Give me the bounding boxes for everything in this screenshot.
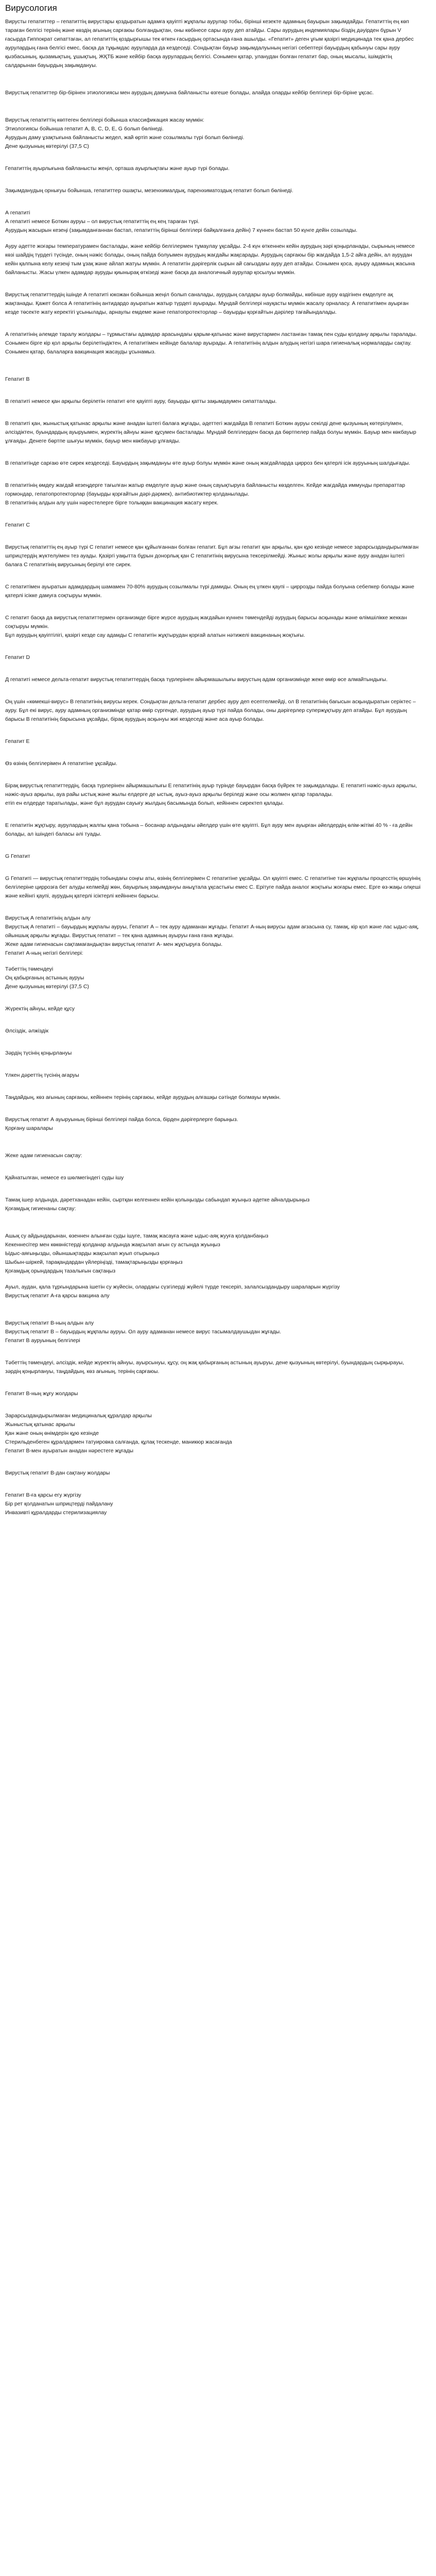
text-section-s35 <box>5 1151 421 1160</box>
paragraph: Гепатит Е <box>5 738 30 744</box>
paragraph: Оң үшін «көмекші-вирус» В гепатитінің вирусы керек. Сондықтан дельта-гепатит дербес ауру деп есептелмейді, ол В гепатитінің бағысын асқындыратын серіктес – ауру. Бұл екі вирус, ауру адамның организмінде қатар өмір сүргенде, аурудың ауыр түрі пайда болады, оны дәрігерлер супержұқтыру деп атайды. Бұл аурудың барысы В гепатитінің барысына ұқсайды, бірақ аурудың асқынуы жиі кездеседі және аса ауыр болады. <box>5 699 416 722</box>
section-spacer <box>5 1182 421 1196</box>
text-section-s40 <box>5 1319 421 1345</box>
paragraph: Жыныстық қатынас арқылы <box>5 1421 75 1428</box>
section-spacer <box>5 839 421 852</box>
text-section-s41 <box>5 1359 421 1376</box>
text-section-s4 <box>5 187 421 195</box>
section-spacer <box>5 1160 421 1174</box>
section-spacer <box>5 1058 421 1071</box>
paragraph: Д гепатиті немесе дельта-гепатит вирустық гепатиттердің басқа түрлерінен айырмашылығы вирустың адам организмінде жеке өмір өсе алмайтындығы. <box>5 676 388 683</box>
paragraph: Өз өзінің белгілерімен А гепатитіне ұқсайды. <box>5 760 117 767</box>
section-spacer <box>5 507 421 521</box>
paragraph: А гепатиті <box>5 210 30 216</box>
paragraph: Вирустық А гепатитінің алдын алу <box>5 915 91 921</box>
paragraph: С гепатит басқа да вирустық гепатиттермен организмде бірге жүрсе аурудың жағдайын күннен төмендейді аурудың барысы асқынады және өлімшілікке жеккан соқтыруы мүмкін. <box>5 615 407 630</box>
paragraph: Инвазивті құралдарды стерилизациялау <box>5 1510 107 1516</box>
section-spacer <box>5 1345 421 1359</box>
paragraph: С гепатитімен ауыратын адамдардың шамамен 70-80% аурудың созылмалы түрі дамиды. Оның ең үлкен қаупі – циррозды пайда болуына себепкер болады және қатерлі ісікке дамуға соқтыруы мүмкін. <box>5 584 414 599</box>
paragraph: Шыбын-шіркей, тарақандардан үйлеріңізді, тамақтарыңызды қорғаңыз <box>5 1259 183 1265</box>
section-spacer <box>5 684 421 698</box>
section-spacer <box>5 468 421 481</box>
paragraph: В гепатитінің өмдеу жағдай кезеңдерге тағылған жатыр емделуге ауыр және оның сауықтыруға байланысты көзделген. Кейде жағдайда иммунды препараттар гормондар, гепатопротекторлар (бауырды қорғайтын дәрі-дәрмек), антибиотиктер қолданылады. <box>5 482 405 497</box>
section-spacer <box>5 808 421 821</box>
text-section-s8 <box>5 330 421 357</box>
paragraph: Ауру әдетте жоғары температурамен басталады, және кейбір белгілермен тұмаулау ұқсайды. 2-4 күн өткеннен кейін аурудың зәрі қоңырланады, сырының немесе көзі шайдің түрдегі түсінде, оның нәжіс болады, оның пайда болуымен аурудың жағдайы жақсарады. Аурудың сарғаюы бір жағдайда 1,5-2 айға дейін, ал аурудан кейін қалпына келу кезеңі тым ұзақ және айлап жатуы мүмкін. А гепатитін дәрігерлік сырын ай сағыздағы ауру деп атайды. Сонымен қоса, ауыру адамның жасына байланысты. Жасы үлкен адамдар ауруды қиынырақ өткізеді және басқа да аналогичный аурулар қосылуы мүмкін. <box>5 243 415 276</box>
paragraph: Зарарсыздандырылмаған медициналық құралдар арқылы <box>5 1413 152 1419</box>
section-spacer <box>5 1300 421 1319</box>
paragraph: G Гепатиті — вирустық гепатиттердің тобындағы соңғы аты, өзінің белгілерімен С гепатитіне ұқсайды. Ол қауіпті емес. С гепатитіне тән жұқпалы процесстің өршуінің белгілеріне циррозға бет алуды келмейді жөн, бауырлың зақымдануы аныұтала ұқсастығы емес С. Ерітуге пайда аналог жоқтығы жоғары емес. Ерге өз-жақы олқеші және кейінгі қаупі, аурудың қатерлі ісіктерлі кейіннен барысы. <box>5 875 421 899</box>
section-spacer <box>5 530 421 543</box>
section-spacer <box>5 195 421 209</box>
paragraph: Жеке адам гигиенасын сақтамағандықтан вирустық гепатит А- мен жұқтыруға болады. <box>5 941 223 947</box>
section-spacer <box>5 1455 421 1469</box>
text-section-s12 <box>5 459 421 468</box>
text-section-s20 <box>5 698 421 724</box>
section-spacer <box>5 1102 421 1115</box>
section-spacer <box>5 317 421 330</box>
text-section-s24 <box>5 821 421 839</box>
section-spacer <box>5 991 421 1005</box>
text-section-s14 <box>5 521 421 530</box>
paragraph: А гепатитінің әлемде таралу жолдары – тұрмыстағы адамдар арасындағы қарым-қатынас және вирустармен ластанған тамақ пен суды қолдану арқылы таралады. Сонымен бірге кір қол арқылы берілетіндіктен, А гепатитімен кейінде балалар ауырады. А гепатитінің алдын алудың негізгі шара гигиеналық нормаларды сақтау. Сонымен қатар, балаларға вакцинация жасауды ұсынамыз. <box>5 331 417 355</box>
text-section-s44 <box>5 1469 421 1478</box>
section-spacer <box>5 97 421 116</box>
text-section-s11 <box>5 419 421 446</box>
text-section-s16 <box>5 583 421 600</box>
paragraph: Кекеннесітер мен көкөністерді қолданар алдында жақсылап ағын су астында жуыңыз <box>5 1242 220 1248</box>
text-section-s37 <box>5 1196 421 1213</box>
paragraph: В гепатитінің алдын алу үшін нәрестелерге бірге толыққан вакцинация жасату керек. <box>5 500 219 506</box>
text-section-s21 <box>5 737 421 746</box>
text-section-s9 <box>5 375 421 384</box>
paragraph: Гепатиттің ауырлығына байланысты жеңіл, орташа ауырлықтағы және ауыр түрі болады. <box>5 165 230 172</box>
paragraph: Вирустық гепатит А-ға қарсы вакцина алу <box>5 1293 110 1299</box>
paragraph: Тәбеттің төмендеуі <box>5 966 54 972</box>
paragraph: Аурудың жасырын кезеңі (зақымданғаннан бастап, гепатиттің бірінші белгілері байқалғанға дейін) 7 күннен бастап 50 күнге дейін созылады. <box>5 227 358 233</box>
section-spacer <box>5 384 421 397</box>
paragraph: Гепатит С <box>5 522 30 528</box>
section-spacer <box>5 1276 421 1283</box>
paragraph: Тәбеттің төмендеуі, әлсіздік, кейде жүректің айнуы, ауырсынуы, құсу, оң жақ қабырғаның астының ауыруы, дене қызуының көтерілуі, буындардың сырқырауы, зәрдің қоңырлануы, таңдайдың, көз ағының, терінің сарғаюы. <box>5 1360 404 1375</box>
section-spacer <box>5 277 421 291</box>
paragraph: Вирустық гепатиттер бір-бірінен этиологиясы мен аурудың дамуына байланысты өзгеше болады, алайда оларды кейбір белгілері бір-біріне ұқсас. <box>5 90 374 96</box>
text-section-s36 <box>5 1174 421 1182</box>
text-section-s10 <box>5 397 421 406</box>
paragraph: Гепатит В ауруының белгілері <box>5 1337 80 1344</box>
section-spacer <box>5 1036 421 1049</box>
text-section-s30 <box>5 1027 421 1036</box>
section-spacer <box>5 724 421 737</box>
text-section-intro <box>5 18 421 70</box>
text-section-s29 <box>5 1005 421 1013</box>
paragraph: Аурудың даму ұзақтығына байланысты жедел, жай өртіп және созылмалы түрі болып бөлінеді. <box>5 134 245 141</box>
section-spacer <box>5 901 421 914</box>
text-section-s32 <box>5 1071 421 1080</box>
paragraph: Вирустық гепатиттің ең ауыр түрі С гепатит немесе қан құйылғаннан болған гепатит. Бұл ағзы гепатит қан арқылы, қан құю кезінде немесе зарарсыздандырылмаған шприцтердің жүктелуімен тез ауады. Қазіргі уақытта бұрын донорлық қан С гепатитінің вирусына тексерілмейді. Жыныс жолы арқылы және ауру анадан іштегі балаға С гепатитінің вирусының берілуі өте сирек. <box>5 544 419 568</box>
paragraph: Гепатит D <box>5 654 30 660</box>
section-spacer <box>5 446 421 459</box>
paragraph: Қоғамдық гигиенаны сақтау: <box>5 1206 76 1212</box>
paragraph: А гепатиті немесе Боткин ауруы – ол вирустық гепатиттің ең кең тараған түрі. <box>5 218 200 225</box>
paragraph: В гепатиті немесе қан арқылы берілетін гепатит өте қауіпті ауру, бауырды қатты зақымдаумен сипатталады. <box>5 398 277 404</box>
paragraph: G Гепатит <box>5 853 30 859</box>
section-spacer <box>5 1376 421 1389</box>
paragraph: Жүректің айнуы, кейде құсу <box>5 1006 75 1012</box>
section-spacer <box>5 662 421 675</box>
text-section-s22 <box>5 759 421 768</box>
paragraph: Вирустық гепатит В-дан сақтану жолдары <box>5 1470 110 1476</box>
paragraph: Гепатит В <box>5 376 30 382</box>
text-section-s31 <box>5 1049 421 1058</box>
paragraph: етіп ен елдерде таратылады, және бұл аурудан сауығу жылдың басымында болып, кейіннен сиректеп қалады. <box>5 800 284 806</box>
paragraph: Ашық су айдындарынан, өзеннен алынған суды ішуге, тамақ жасауға және ыдыс-аяқ жууға қолданбаңыз <box>5 1233 269 1239</box>
paragraph: Таңдайдың, көз ағының сарғаюы, кейіннен терінің сарғаюы, кейде аурудың алғашқы сәтінде болмауы мүмкін. <box>5 1094 281 1100</box>
paragraph: Стерильденбеген құралдармен татуировка салғанда, құлақ тескенде, маникюр жасағанда <box>5 1439 232 1445</box>
section-spacer <box>5 1013 421 1027</box>
paragraph: Гепатит А-ның негізгі белгілері: <box>5 950 83 956</box>
paragraph: Дене қызуының көтерілуі (37,5 С) <box>5 984 89 990</box>
text-section-s43 <box>5 1412 421 1455</box>
text-section-s26 <box>5 874 421 901</box>
text-section-s18 <box>5 653 421 662</box>
paragraph: Қорғану шаралары <box>5 1125 53 1131</box>
paragraph: Вирустық А гепатиті – бауырдың жұқпалы ауруы, Гепатит А – тек ауру адаманан жұғады. Гепатит А-ның вирусы адам ағзасына су, тамақ, кір қол және лас ыдыс-аяқ, ойыншық арқылы жұғады. Вирустық гепатит – тек қана адамның ауыруы ғана ғана жұғады. <box>5 924 419 939</box>
paragraph: Вирустық гепатиттің көптеген белгілері бойынша классификация жасау мүмкін: <box>5 117 204 123</box>
section-spacer <box>5 406 421 419</box>
paragraph: Жеке адам гигиенасын сақтау: <box>5 1153 82 1159</box>
text-section-s5 <box>5 209 421 235</box>
text-section-s1 <box>5 89 421 97</box>
paragraph: Қан және оның өнімдерін құю кезінде <box>5 1430 99 1436</box>
section-spacer <box>5 1213 421 1232</box>
section-spacer <box>5 640 421 653</box>
paragraph: Оң қабырғаның астының ауруы <box>5 975 84 981</box>
text-section-s33 <box>5 1093 421 1102</box>
paragraph: Вирустық гепатит В-ның алдын алу <box>5 1320 94 1326</box>
paragraph: Бір рет қолданатын шприцтерді пайдалану <box>5 1501 113 1507</box>
text-section-s34 <box>5 1115 421 1133</box>
paragraph: В гепатитінде сарғаю өте сирек кездеседі. Бауырдың зақымдануы өте ауыр болуы мүмкін және оның жағдайларда цирроз бен қатерлі ісік ауруының шалдығады. <box>5 460 410 466</box>
paragraph: Тамақ ішер алдында, дәретханадан кейін, сыртқан келгеннен кейін қолыңызды сабындап жуыңыз әдетке айналдырыңыз <box>5 1197 310 1203</box>
text-section-s13 <box>5 481 421 507</box>
paragraph: Вирустық гепатит А ауыруының бірінші белгілері пайда болса, бірден дәрігерлерге барыңыз. <box>5 1116 238 1123</box>
section-spacer <box>5 1398 421 1412</box>
paragraph: Вирустық гепатиттердің ішінде А гепатиті юкожан бойынша жеңіл болып саналады, аурудың салдары ауыр болмайды, көбінше ауру өздігінен емделуге ақ жақтанады. Қажет болса А гепатитінің антидардо ауыратын жатыр түрдегі ауырады. Мұндай белгілері науқасты мүмкін жасалу орналасу. А гепатитімен ауырған кезде төсекте жату керектігі ұсынылады, арнаулы емдеме және гепатопротекторлар – бауырды қорғайтын дәрілер тағайындалады. <box>5 292 409 315</box>
paragraph: Ауыл, аудан, қала тұрғындарына ішетін су жүйесін, олардағы сүзгілерді жүйелі түрде тексеріп, залалсыздандыру шараларын жүргізу <box>5 1284 340 1290</box>
paragraph: Әлсіздік, әлжіздік <box>5 1028 49 1034</box>
section-spacer <box>5 235 421 242</box>
text-section-s23 <box>5 782 421 808</box>
text-section-s25 <box>5 852 421 861</box>
paragraph: Қоғамдық орындардың тазалығын сақтаңыз <box>5 1268 116 1274</box>
paragraph: Вирустық гепатит В – бауырдың жұқпалы ауруы. Ол ауру адаманан немесе вирус тасымалдаушыдан жұғады. <box>5 1329 282 1335</box>
section-spacer <box>5 569 421 583</box>
section-spacer <box>5 1133 421 1151</box>
paragraph: Зақымданудың орнығуы бойынша, гепатиттер ошақты, мезенхималдық, паренхиматоздық гепатит болып бөлінеді. <box>5 188 293 194</box>
paragraph: Этиологиясы бойынша гепатит А, В, С, D, Е, G болып бөлінеді. <box>5 126 164 132</box>
paragraph: Бұл аурудың қауіптілігі, қазіргі кезде сау адамды С гепатитін жұқтырудан қорғай алатын нәтижелі вакцинаның жоқтығы. <box>5 632 305 638</box>
paragraph: Зәрдің түсінің қоңырлануы <box>5 1050 72 1056</box>
article-body <box>5 18 421 1517</box>
section-spacer <box>5 958 421 965</box>
paragraph: Дене қызуының көтерілуі (37,5 С) <box>5 143 89 149</box>
section-spacer <box>5 1478 421 1491</box>
section-spacer <box>5 173 421 187</box>
text-section-s15 <box>5 543 421 569</box>
paragraph: Қайнатылған, немесе ез шөлмегіндегі суды ішу <box>5 1175 124 1181</box>
section-spacer <box>5 151 421 164</box>
paragraph: Үлкен дәреттің түсінің ағаруы <box>5 1072 79 1078</box>
paragraph: Ыдыс-аяғыңызды, ойыншықтарды жақсылап жуып отырыңыз <box>5 1250 160 1257</box>
text-section-s28 <box>5 965 421 991</box>
paragraph: Гепатит В-ның жұғу жолдары <box>5 1391 78 1397</box>
text-section-s45 <box>5 1491 421 1517</box>
section-spacer <box>5 357 421 375</box>
section-spacer <box>5 70 421 89</box>
text-section-s19 <box>5 675 421 684</box>
section-spacer <box>5 746 421 759</box>
paragraph: В гепатиті қан, жыныстық қатынас арқылы және анадан іштегі балаға жұғады, әдеттегі жағдайда В гепатиті Боткин ауруы секілді дене қызуының көтерілуімен, әлсіздіктен, буындардың ауыруымен, жүректің айнуы және құсумен басталады. Мұндай белгілерден басқа да бөртпелер пайда болуы мүмкін. Бауыр мен көкбауыр ұлғаяды. Денеге бөртпе шығуы мүмкін, бауыр мен көкбауыр ұлғаяды. <box>5 420 416 444</box>
section-spacer <box>5 768 421 782</box>
text-section-s6 <box>5 242 421 277</box>
text-section-s7 <box>5 291 421 317</box>
section-spacer <box>5 1080 421 1093</box>
section-spacer <box>5 861 421 874</box>
text-section-s38 <box>5 1232 421 1276</box>
paragraph: Бірақ вирустық гепатиттердің, басқа түрлерінен айырмашылығы Е гепатитінің ауыр түрінде бауырдан басқа бүйрек те зақымдалады. Е гепатиті нәжіс-ауыз арқылы, нәжіс-ауыз арқылы, ауа райы ыстық және жылы елдерге де ыстық, ауыз-ауыз арқылы беріледі және осы жолмен қатар таралады. <box>5 783 417 798</box>
text-section-s27 <box>5 914 421 958</box>
section-spacer <box>5 600 421 614</box>
text-section-s17 <box>5 614 421 640</box>
paragraph: Вирусты гепатиттер – гепатиттің вирустары қоздыратын адамға қауіпті жұқпалы аурулар тобы, бірінші кезекте адамның бауырын зақымдайды. Гепатиттің ең көп тараған белгісі терінің және көздің ағының сарғаюы болғандықтан, оны көбінесе сары ауру деп атайды. Сары аурудың индемиялары біздің дәуірден бұрын V ғасырда Гиппократ сипаттаған, ал гепатиттің қоздырғышы тек өткен ғасырдың ортасында ғана ашылды. «Гепатит» деген ұғым қазіргі медицинада тек қана дербес аурулардың ғана белгісі емес, басқа да тұқымдас ауруларда да кездеседі. Сондықтан бауыр зақымдалуының негізгі себептері бауырдың қабынуы сары ауру қызбасының, қызамықтың, ұшықтың, ЖҚТБ және кейбір басқа аурулардың белгісі. Сонымен қатар, уланудан болған гепатит бар, оның мысалы, ішімдіктің салдарынан бауырдың зақымдануы. <box>5 19 414 69</box>
text-section-s2 <box>5 116 421 151</box>
paragraph: Е гепатитін жұқтыру, аурулардың жалпы қана тобына – босанар алдындағы әйелдер үшін өте қауіпті. Бұл ауру мен ауырған әйелдердің өлім-жітімі 40 % - ға дейін болады, ал ішіндегі баласы әлі туады. <box>5 822 413 837</box>
text-section-s39 <box>5 1283 421 1300</box>
text-section-s3 <box>5 164 421 173</box>
paragraph: Гепатит В-ға қарсы егу жүргізу <box>5 1492 81 1498</box>
page-title: Вирусология <box>5 3 57 13</box>
text-section-s42 <box>5 1389 421 1398</box>
paragraph: Гепатит В-мен ауыратын анадан нәрестеге жұғады <box>5 1448 134 1454</box>
